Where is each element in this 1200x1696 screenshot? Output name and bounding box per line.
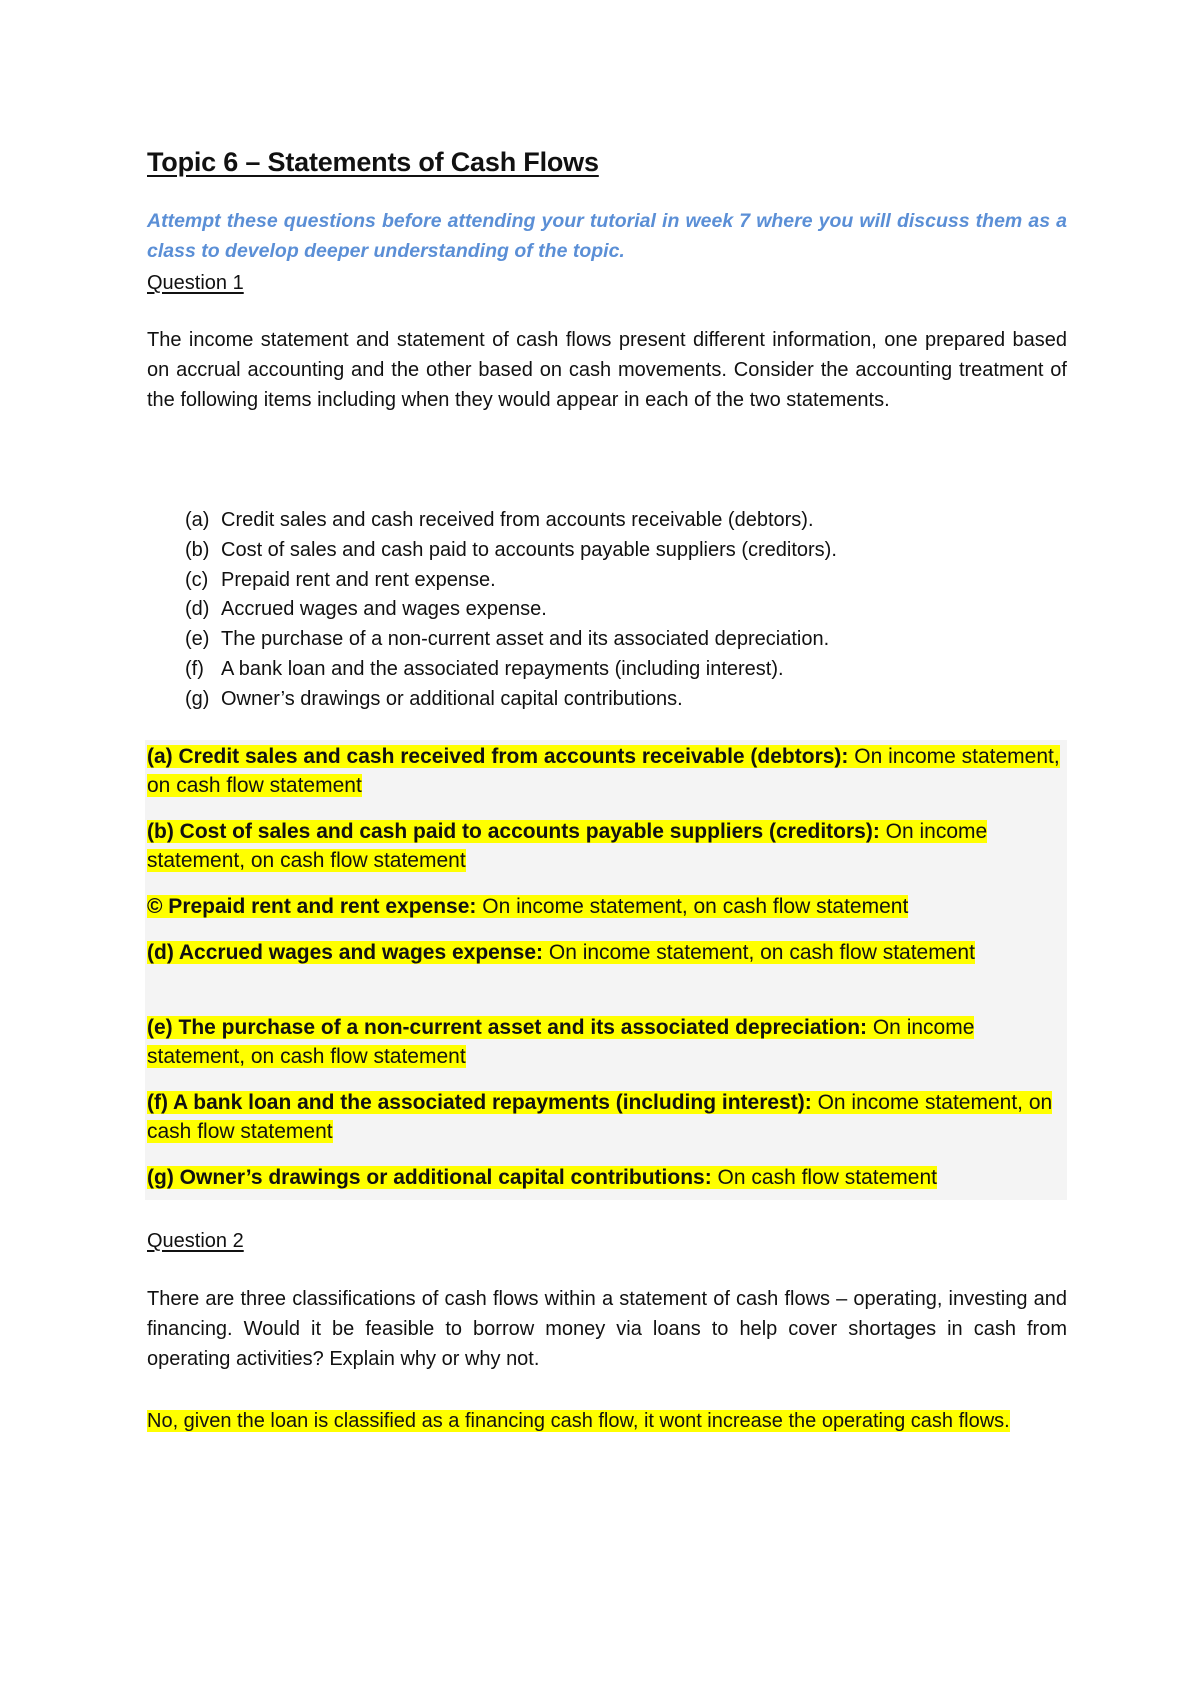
list-marker: (d) <box>185 598 210 621</box>
question-2-body: There are three classifications of cash flows within a statement of cash flows – operating, investing and financing. Would it be feasible to borrow money via loans to help cover shortages in cash from operating activities? Explain why or why not. <box>147 1288 1067 1370</box>
answer-text: On income statement, on cash flow statement <box>147 820 988 872</box>
question-2-answer <box>147 1406 1067 1436</box>
list-item-text: Credit sales and cash received from accounts receivable (debtors). <box>221 509 814 531</box>
answer-text: On income statement, on cash flow statement <box>147 745 1060 797</box>
answer-g <box>147 1163 1067 1192</box>
answer-label: (a) Credit sales and cash received from accounts receivable (debtors): <box>147 745 849 768</box>
list-item <box>185 685 1065 715</box>
question-1-items <box>185 506 1065 715</box>
list-marker: (a) <box>185 509 210 531</box>
answer-text: On income statement, on cash flow statement <box>543 941 975 964</box>
list-item <box>185 536 1065 566</box>
answer-highlight: No, given the loan is classified as a financing cash flow, it wont increase the operating cash flows. <box>147 1410 1010 1432</box>
answer-b <box>147 817 1067 875</box>
list-marker: (g) <box>185 687 210 710</box>
answer-f <box>147 1088 1067 1146</box>
answer-highlight <box>147 1091 1052 1143</box>
list-marker: (c) <box>185 568 209 591</box>
answer-label: (f) A bank loan and the associated repayments (including interest): <box>147 1091 812 1114</box>
answer-text: On income statement, on cash flow statement <box>476 895 909 918</box>
list-marker: (e) <box>185 628 210 651</box>
answer-a <box>147 742 1067 800</box>
answer-label: © Prepaid rent and rent expense: <box>147 895 477 918</box>
question-1-body: The income statement and statement of cash flows present different information, one prepared based on accrual accounting and the other based on cash movements. Consider the accounting treatment of the following items including when they would appear in each of the two statements. <box>147 329 1067 411</box>
answer-highlight <box>147 745 1060 797</box>
list-marker: (b) <box>185 538 210 561</box>
question-1-heading: Question 1 <box>147 272 244 294</box>
answer-text: On income statement, on cash flow statement <box>147 1091 1053 1143</box>
list-item <box>185 625 1065 655</box>
page-title: Topic 6 – Statements of Cash Flows <box>147 147 599 177</box>
answer-e <box>147 1013 1067 1071</box>
list-item <box>185 595 1065 625</box>
list-item <box>185 655 1065 685</box>
answer-highlight <box>147 1016 974 1068</box>
answer-label: (d) Accrued wages and wages expense: <box>147 941 544 964</box>
answer-highlight <box>147 941 975 964</box>
answer-c <box>147 892 1067 921</box>
answer-text: On income statement, on cash flow statement <box>147 1016 975 1068</box>
answer-text: On cash flow statement <box>711 1166 937 1189</box>
answer-highlight <box>147 1166 937 1189</box>
list-item <box>185 506 1065 536</box>
list-item-text: Prepaid rent and rent expense. <box>221 568 496 591</box>
list-item-text: The purchase of a non-current asset and its associated depreciation. <box>221 628 830 651</box>
list-item-text: Cost of sales and cash paid to accounts payable suppliers (creditors). <box>221 538 837 561</box>
list-item-text: Owner’s drawings or additional capital contributions. <box>221 687 683 710</box>
answer-label: (b) Cost of sales and cash paid to accounts payable suppliers (creditors): <box>147 820 880 843</box>
answer-label: (g) Owner’s drawings or additional capital contributions: <box>147 1166 712 1189</box>
list-item-text: Accrued wages and wages expense. <box>221 598 547 621</box>
list-marker: (f) <box>185 657 204 680</box>
list-item-text: A bank loan and the associated repayments (including interest). <box>221 657 784 680</box>
answer-highlight <box>147 895 908 918</box>
question-2-heading: Question 2 <box>147 1230 244 1252</box>
list-item <box>185 566 1065 596</box>
answer-highlight <box>147 820 987 872</box>
answer-d <box>147 938 1067 967</box>
answer-label: (e) The purchase of a non-current asset and its associated depreciation: <box>147 1016 868 1039</box>
intro-instructions: Attempt these questions before attending your tutorial in week 7 where you will discuss them as a class to develop deeper understanding of the topic. <box>147 210 1067 262</box>
